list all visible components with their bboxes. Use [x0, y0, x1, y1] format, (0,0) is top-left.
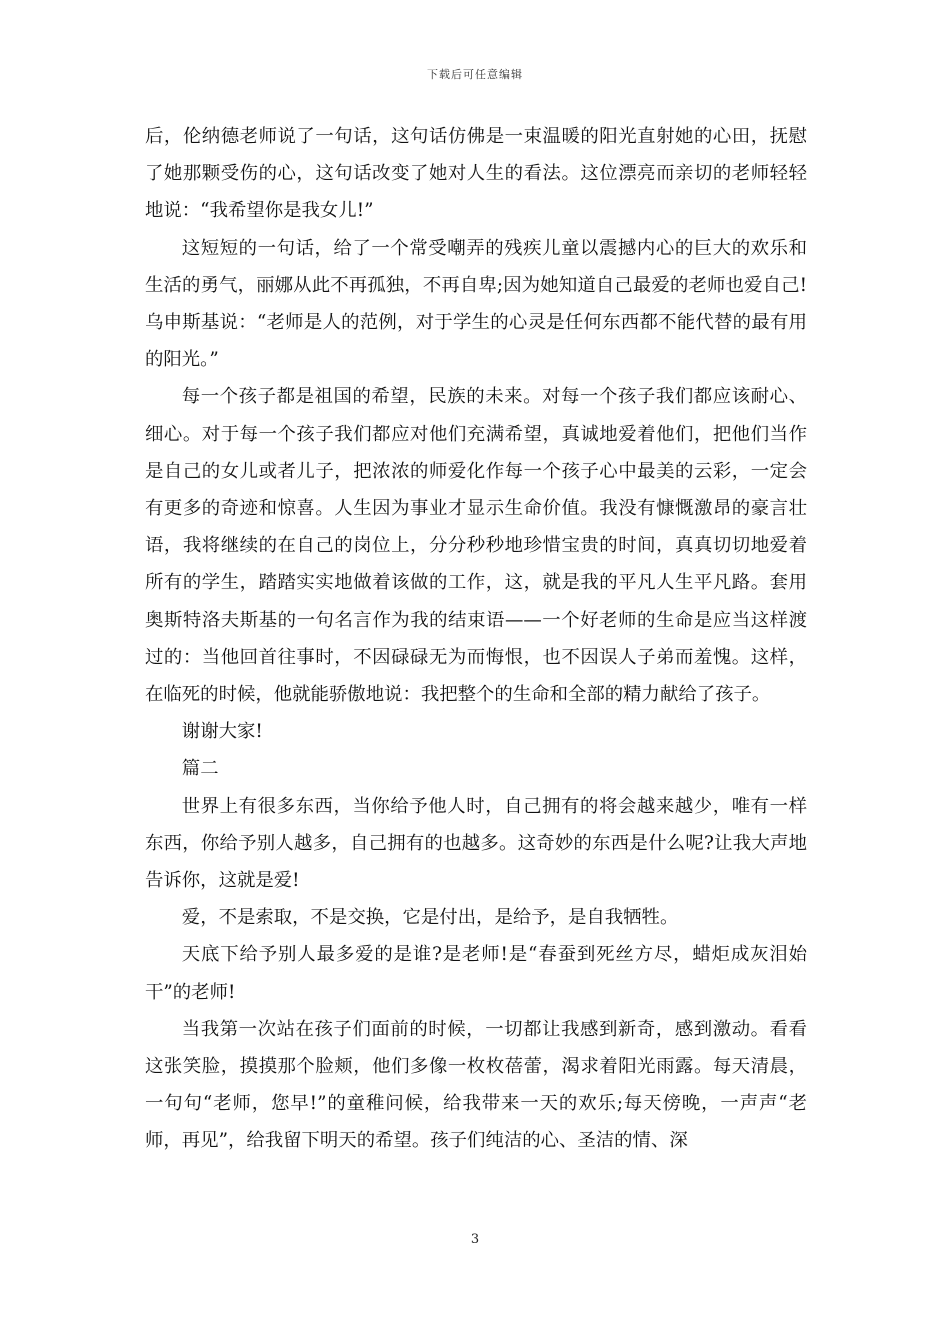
paragraph-7: 爱，不是索取，不是交换，它是付出，是给予，是自我牺牲。: [181, 907, 679, 929]
paragraph-4: 谢谢大家!: [181, 721, 263, 743]
paragraph-1: 后，伦纳德老师说了一句话，这句话仿佛是一束温暖的阳光直射她的心田，抚慰了她那颗受伤的心，这句话改变了她对人生的看法。这位漂亮而亲切的老师轻轻地说：“我希望你是我女儿!”: [145, 126, 807, 222]
section-heading: 篇二: [181, 758, 219, 780]
document-body: [145, 118, 807, 1160]
paragraph-6: 世界上有很多东西，当你给予他人时，自己拥有的将会越来越少，唯有一样东西，你给予别人越多，自己拥有的也越多。这奇妙的东西是什么呢?让我大声地告诉你，这就是爱!: [145, 795, 807, 892]
paragraph-3: 每一个孩子都是祖国的希望，民族的未来。对每一个孩子我们都应该耐心、细心。对于每一个孩子我们都应对他们充满希望，真诚地爱着他们，把他们当作是自己的女儿或者儿子，把浓浓的师爱化作每一个孩子心中最美的云彩，一定会有更多的奇迹和惊喜。人生因为事业才显示生命价值。我没有慷慨激昂的豪言壮语，我将继续的在自己的岗位上，分分秒秒地珍惜宝贵的时间，真真切切地爱着所有的学生，踏踏实实地做着该做的工作，这，就是我的平凡人生平凡路。套用奥斯特洛夫斯基的一句名言作为我的结束语——一个好老师的生命是应当这样渡过的：当他回首往事时，不因碌碌无为而悔恨，也不因误人子弟而羞愧。这样，在临死的时候，他就能骄傲地说：我把整个的生命和全部的精力献给了孩子。: [145, 386, 807, 706]
page-number: 3: [470, 1232, 480, 1247]
paragraph-9: 当我第一次站在孩子们面前的时候，一切都让我感到新奇，感到激动。看看这张笑脸，摸摸那个脸颊，他们多像一枚枚蓓蕾，渴求着阳光雨露。每天清晨，一句句“老师，您早!”的童稚问候，给我带来一天的欢乐;每天傍晚，一声声“老师，再见”，给我留下明天的希望。孩子们纯洁的心、圣洁的情、深: [145, 1018, 807, 1152]
page-header: 下载后可任意编辑: [427, 68, 523, 81]
paragraph-8: 天底下给予别人最多爱的是谁?是老师!是“春蚕到死丝方尽，蜡炬成灰泪始干”的老师!: [145, 944, 807, 1003]
paragraph-2: 这短短的一句话，给了一个常受嘲弄的残疾儿童以震撼内心的巨大的欢乐和生活的勇气，丽娜从此不再孤独，不再自卑;因为她知道自己最爱的老师也爱自己!乌申斯基说：“老师是人的范例，对于学生的心灵是任何东西都不能代替的最有用的阳光。”: [145, 237, 807, 371]
